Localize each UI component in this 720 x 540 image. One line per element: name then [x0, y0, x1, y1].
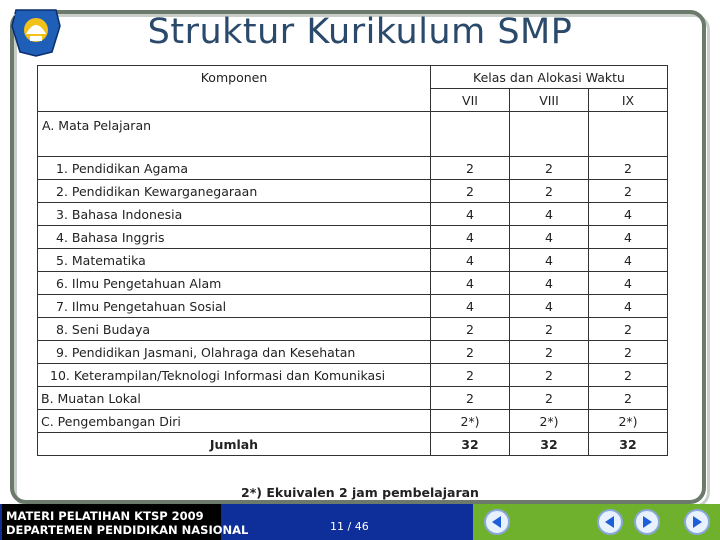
- table-row: [38, 157, 668, 180]
- section-a-cell: [38, 112, 668, 157]
- next-slide-icon[interactable]: [634, 509, 660, 535]
- subject-ix: 2: [589, 318, 668, 341]
- subject-name: 3. Bahasa Indonesia: [38, 203, 431, 226]
- subject-viii: 4: [510, 249, 589, 272]
- table-row: [38, 249, 668, 272]
- slide-title: Struktur Kurikulum SMP: [147, 12, 573, 52]
- subject-name: 1. Pendidikan Agama: [38, 157, 431, 180]
- subject-vii: 4: [431, 249, 510, 272]
- subject-viii: 2: [510, 341, 589, 364]
- footnote: 2*) Ekuivalen 2 jam pembelajaran: [241, 485, 479, 500]
- subject-vii: 4: [431, 226, 510, 249]
- subject-vii: 2: [431, 157, 510, 180]
- subject-name: 9. Pendidikan Jasmani, Olahraga dan Kesehatan: [38, 341, 431, 364]
- jumlah-viii: 32: [510, 433, 589, 456]
- pengembangan-diri-viii: 2*): [510, 410, 589, 433]
- prev-slide-icon[interactable]: [597, 509, 623, 535]
- subject-name: 7. Ilmu Pengetahuan Sosial: [38, 295, 431, 318]
- subject-ix: 4: [589, 272, 668, 295]
- subject-name: 8. Seni Budaya: [38, 318, 431, 341]
- subject-ix: 2: [589, 157, 668, 180]
- table-row: [38, 341, 668, 364]
- subject-vii: 2: [431, 180, 510, 203]
- first-slide-icon[interactable]: [484, 509, 510, 535]
- table-row: [38, 203, 668, 226]
- subject-viii: 2: [510, 318, 589, 341]
- header-grade-vii: VII: [431, 89, 510, 112]
- subject-viii: 4: [510, 203, 589, 226]
- pengembangan-diri-vii: 2*): [431, 410, 510, 433]
- header-kelas-alokasi: Kelas dan Alokasi Waktu: [431, 66, 668, 89]
- header-grade-ix: IX: [589, 89, 668, 112]
- pengembangan-diri-label: C. Pengembangan Diri: [38, 410, 431, 433]
- subject-viii: 2: [510, 180, 589, 203]
- header-komponen: Komponen: [38, 66, 431, 112]
- muatan-lokal-label: B. Muatan Lokal: [38, 387, 431, 410]
- jumlah-row: [38, 433, 668, 456]
- subject-viii: 2: [510, 157, 589, 180]
- footer-line-1: MATERI PELATIHAN KTSP 2009: [6, 509, 204, 523]
- subject-ix: 2: [589, 341, 668, 364]
- table-row: [38, 364, 668, 387]
- subject-ix: 4: [589, 295, 668, 318]
- jumlah-ix: 32: [589, 433, 668, 456]
- last-slide-icon[interactable]: [684, 509, 710, 535]
- pengembangan-diri-ix: 2*): [589, 410, 668, 433]
- subject-name: 2. Pendidikan Kewarganegaraan: [38, 180, 431, 203]
- table-row: [38, 272, 668, 295]
- subject-vii: 2: [431, 364, 510, 387]
- table-row: [38, 180, 668, 203]
- header-grade-viii: VIII: [510, 89, 589, 112]
- section-a-row: [38, 112, 668, 157]
- subject-viii: 4: [510, 272, 589, 295]
- subject-vii: 2: [431, 318, 510, 341]
- table-row: [38, 226, 668, 249]
- footer-line-2: DEPARTEMEN PENDIDIKAN NASIONAL: [6, 523, 249, 537]
- muatan-lokal-vii: 2: [431, 387, 510, 410]
- subject-name: 5. Matematika: [38, 249, 431, 272]
- subject-vii: 2: [431, 341, 510, 364]
- subject-name: 10. Keterampilan/Teknologi Informasi dan Komunikasi: [38, 364, 431, 387]
- subject-viii: 4: [510, 226, 589, 249]
- subject-viii: 2: [510, 364, 589, 387]
- table-header-row: [38, 66, 668, 89]
- subject-viii: 4: [510, 295, 589, 318]
- subject-name: 6. Ilmu Pengetahuan Alam: [38, 272, 431, 295]
- curriculum-table: [37, 65, 668, 456]
- muatan-lokal-row: [38, 387, 668, 410]
- subject-vii: 4: [431, 272, 510, 295]
- subject-ix: 2: [589, 364, 668, 387]
- muatan-lokal-viii: 2: [510, 387, 589, 410]
- jumlah-label: Jumlah: [38, 433, 431, 456]
- subject-ix: 2: [589, 180, 668, 203]
- subject-name: 4. Bahasa Inggris: [38, 226, 431, 249]
- subject-ix: 4: [589, 203, 668, 226]
- table-row: [38, 318, 668, 341]
- subject-vii: 4: [431, 295, 510, 318]
- table-row: [38, 295, 668, 318]
- jumlah-vii: 32: [431, 433, 510, 456]
- subject-vii: 4: [431, 203, 510, 226]
- page-number: 11 / 46: [330, 520, 369, 533]
- pengembangan-diri-row: [38, 410, 668, 433]
- subject-ix: 4: [589, 249, 668, 272]
- section-a-label: A. Mata Pelajaran: [42, 118, 152, 133]
- muatan-lokal-ix: 2: [589, 387, 668, 410]
- subject-ix: 4: [589, 226, 668, 249]
